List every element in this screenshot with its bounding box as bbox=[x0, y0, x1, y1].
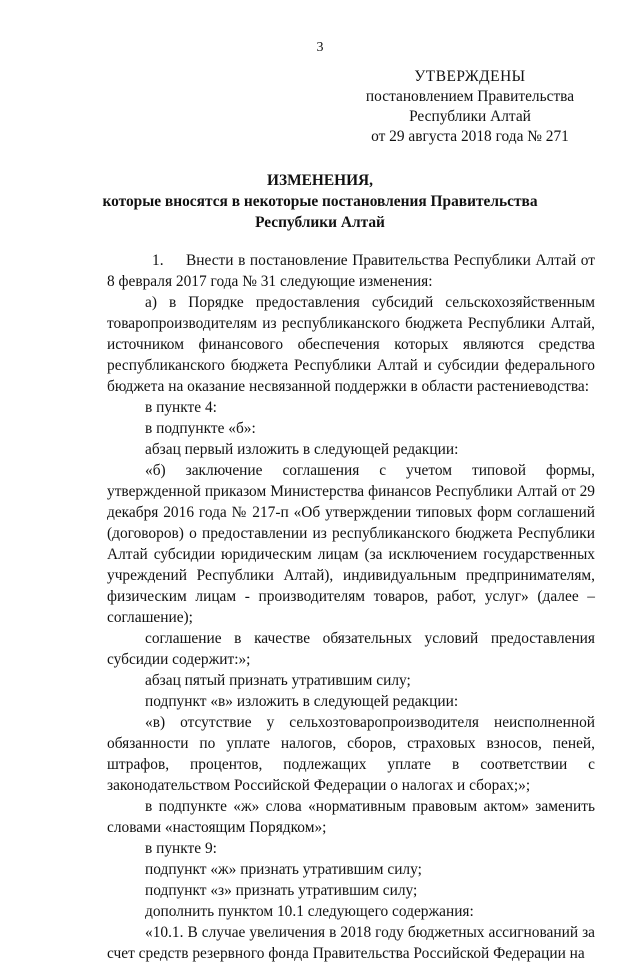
paragraph-11: в подпункте «ж» слова «нормативным правовым актом» заменить словами «настоящим Порядком»; bbox=[107, 798, 595, 836]
paragraph-15: дополнить пунктом 10.1 следующего содержания: bbox=[145, 903, 474, 920]
paragraph-1-number: 1. bbox=[152, 252, 164, 269]
heading-line-1: которые вносятся в некоторые постановления Правительства bbox=[102, 193, 538, 210]
paragraph-6: «б) заключение соглашения с учетом типовой формы, утвержденной приказом Министерства финансов Республики Алтай от 29 декабря 2016 года № 217-п «Об утверждении типовых форм соглашений (договоров) о предоставлении из республиканского бюджета Республики Алтай субсидии юридическим лицам (за исключением государственных учреждений Республики Алтай), индивидуальным предпринимателям, физическим лицам - производителям товаров, работ, услуг» (далее – соглашение); bbox=[107, 462, 595, 626]
document-heading bbox=[0, 170, 640, 233]
approval-line-1: постановлением Правительства bbox=[365, 88, 575, 105]
paragraph-1-text: Внести в постановление Правительства Республики Алтай от 8 февраля 2017 года № 31 следующие изменения: bbox=[107, 252, 595, 290]
document-body bbox=[107, 250, 595, 964]
page-number: 3 bbox=[316, 40, 324, 55]
paragraph-9: подпункт «в» изложить в следующей редакции: bbox=[145, 693, 459, 710]
paragraph-10: «в) отсутствие у сельхозтоваропроизводителя неисполненной обязанности по уплате налогов, сборов, страховых взносов, пеней, штрафов, процентов, подлежащих уплате в соответствии с законодательством Российской Федерации о налогах и сборах;»; bbox=[107, 714, 595, 794]
paragraph-1 bbox=[107, 250, 595, 292]
paragraph-2: а) в Порядке предоставления субсидий сельскохозяйственным товаропроизводителям из республиканского бюджета Республики Алтай, источником финансового обеспечения которых являются средства республиканского бюджета Республики Алтай и субсидии федерального бюджета на оказание несвязанной поддержки в области растениеводства: bbox=[107, 294, 595, 395]
approval-stamp bbox=[345, 67, 595, 147]
paragraph-14: подпункт «з» признать утратившим силу; bbox=[145, 882, 418, 899]
heading-line-2: Республики Алтай bbox=[255, 214, 385, 231]
paragraph-7: соглашение в качестве обязательных условий предоставления субсидии содержит:»; bbox=[107, 630, 595, 668]
paragraph-13: подпункт «ж» признать утратившим силу; bbox=[145, 861, 422, 878]
heading-title: ИЗМЕНЕНИЯ, bbox=[266, 172, 374, 189]
approval-title: УТВЕРЖДЕНЫ bbox=[414, 68, 526, 85]
approval-line-3: от 29 августа 2018 года № 271 bbox=[371, 128, 569, 145]
paragraph-16: «10.1. В случае увеличения в 2018 году бюджетных ассигнований за счет средств резервного фонда Правительства Российской Федерации на bbox=[107, 924, 595, 962]
paragraph-3: в пункте 4: bbox=[145, 399, 217, 416]
paragraph-12: в пункте 9: bbox=[145, 840, 217, 857]
paragraph-4: в подпункте «б»: bbox=[145, 420, 256, 437]
paragraph-5: абзац первый изложить в следующей редакции: bbox=[145, 441, 459, 458]
paragraph-8: абзац пятый признать утратившим силу; bbox=[145, 672, 411, 689]
approval-line-2: Республики Алтай bbox=[409, 108, 531, 125]
